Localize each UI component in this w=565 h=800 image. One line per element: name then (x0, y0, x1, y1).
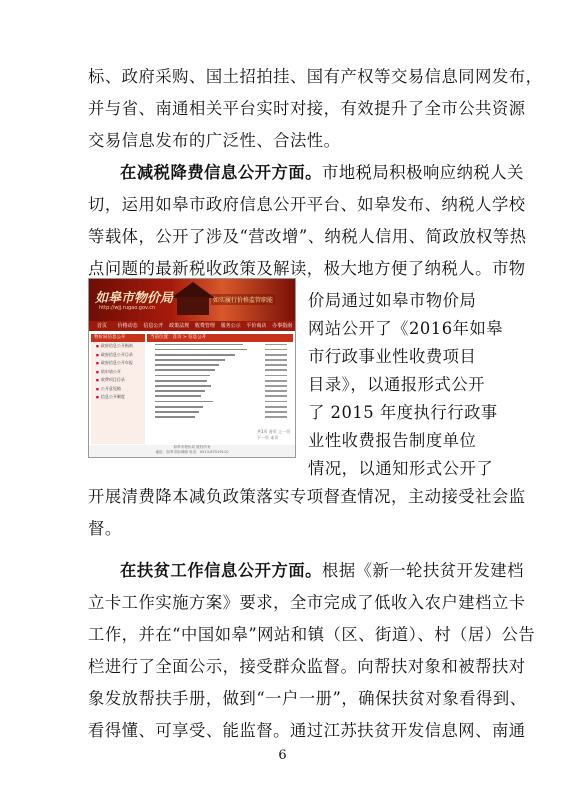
website-sidebar (91, 334, 145, 444)
text-line: 开展清费降本减负政策落实专项督查情况，主动接受社会监 (88, 487, 526, 506)
text-line: 督。 (88, 519, 122, 538)
text-line: 等载体，公开了涉及“营改增”、纳税人信用、简政放权等热 (88, 227, 527, 246)
website-main-list (147, 334, 293, 444)
text-line: 看得懂、可享受、能监督。通过江苏扶贫开发信息网、南通 (88, 721, 526, 740)
nav-item: 价格动态 (117, 323, 138, 329)
website-slogan: 如实履行价格监管职能 (211, 294, 275, 305)
text-span: 市地税局积极响应纳税人关 (321, 163, 524, 182)
list-pager: 共1页 首页 上一页 下一页 末页 (257, 429, 291, 440)
sidebar-item: ■ 政府信息公开目录 (91, 351, 145, 360)
sidebar-item: ■ 公开意见箱 (91, 385, 145, 394)
nav-item: 收费管理 (194, 323, 215, 329)
sidebar-title: 物价局信息公开 (91, 334, 145, 342)
website-nav (89, 321, 295, 331)
page-number: 6 (278, 748, 287, 763)
text-line: 并与省、南通相关平台实时对接，有效提升了全市公共资源 (88, 99, 526, 118)
text-line: 点问题的最新税收政策及解读，极大地方便了纳税人。市物 (88, 259, 526, 278)
section-heading: 在减税降费信息公开方面。 (120, 163, 322, 182)
text-line: 网站公开了《2016年如皋 (308, 319, 504, 338)
sidebar-item: ■ 依申请公开 (91, 368, 145, 377)
footer-line: 如皋市物价局 版权所有 (173, 445, 211, 449)
sidebar-item: ■ 信息公开制度 (91, 393, 145, 402)
text-line: 切，运用如皋市政府信息公开平台、如皋发布、纳税人学校 (88, 195, 526, 214)
list-item (147, 415, 293, 420)
text-line: 业性收费报告制度单位 (308, 431, 477, 450)
text-line: 市行政事业性收费项目 (308, 347, 477, 366)
text-line: 目录》，以通报形式公开 (308, 375, 485, 394)
website-footer (89, 445, 295, 457)
website-logo: 如皋市物价局 (95, 291, 174, 306)
text-line: 了 2015 年度执行行政事 (308, 403, 498, 422)
pagoda-roof-graphic (171, 282, 215, 298)
footer-line: 地址：如皋市如城镇 电话：0513-87519110 (155, 450, 229, 454)
nav-item: 办事指南 (272, 323, 293, 329)
text-line: 工作，并在“中国如皋”网站和镇（区、街道）、村（居）公告 (88, 625, 536, 644)
text-line: 标、政府采购、国土招拍挂、国有产权等交易信息同网发布， (88, 67, 543, 86)
text-span: 根据《新一轮扶贫开发建档 (321, 561, 524, 580)
nav-item: 平价商店 (246, 323, 267, 329)
sidebar-item: ■ 政府信息公开指南 (91, 342, 145, 351)
section-paragraph (120, 560, 524, 582)
text-line: 立卡工作实施方案》要求，全市完成了低收入农户建档立卡 (88, 593, 526, 612)
text-line: 栏进行了全面公示，接受群众监督。向帮扶对象和被帮扶对 (88, 657, 526, 676)
sidebar-item: ■ 收费项目目录 (91, 376, 145, 385)
website-screenshot-image (88, 278, 296, 458)
main-list-title: 当前位置：首页 > 信息公开 (147, 334, 293, 342)
pagoda-body-graphic (177, 297, 209, 315)
nav-item: 政策法规 (169, 323, 190, 329)
text-line: 象发放帮扶手册，做到“一户一册”，确保扶贫对象看得到、 (88, 689, 527, 708)
text-line: 情况，以通知形式公开了 (308, 459, 494, 478)
nav-item: 信息公开 (143, 323, 164, 329)
section-heading: 在扶贫工作信息公开方面。 (120, 561, 322, 580)
text-line: 价局通过如皋市物价局 (308, 291, 477, 310)
website-url: http://wjj.rugao.gov.cn (99, 305, 156, 311)
nav-item: 首页 (96, 323, 107, 329)
text-line: 交易信息发布的广泛性、合法性。 (88, 131, 341, 150)
sidebar-item: ■ 政府信息公开年报 (91, 359, 145, 368)
section-paragraph (120, 162, 524, 184)
nav-item: 服务公示 (220, 323, 241, 329)
